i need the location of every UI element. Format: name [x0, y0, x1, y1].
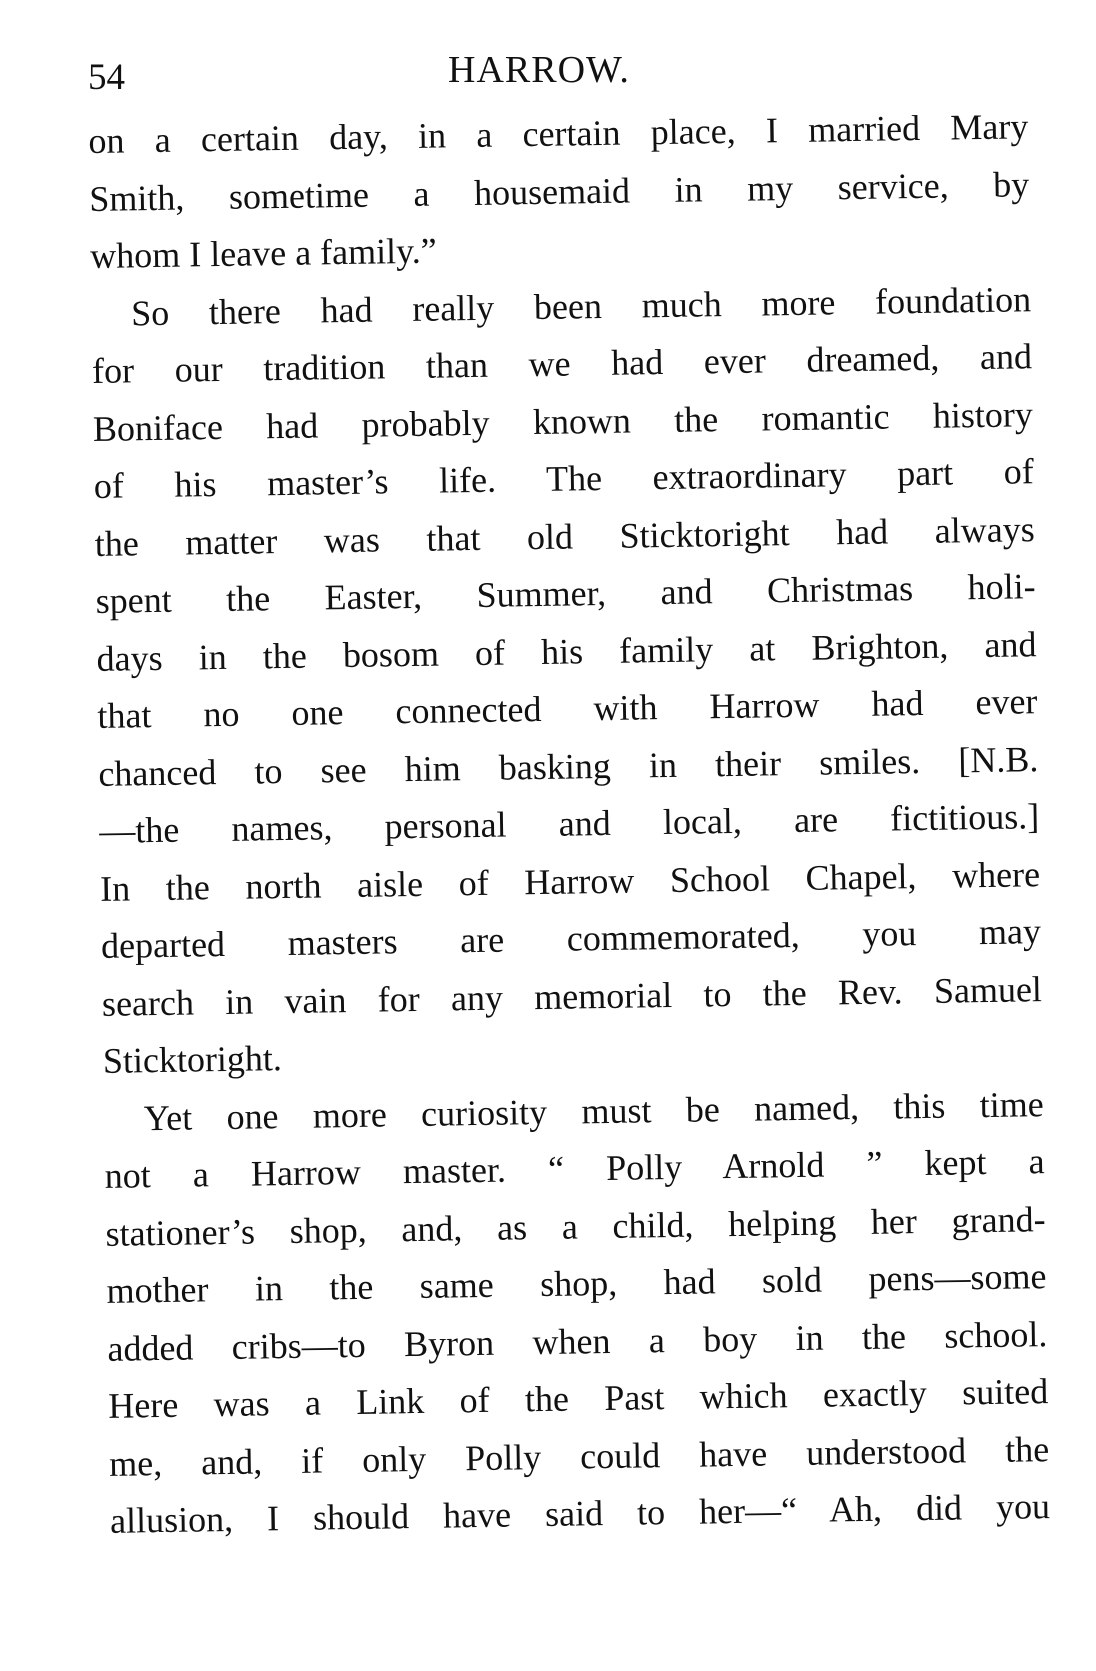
text-line: Boniface had probably known the romantic history	[92, 393, 1034, 449]
text-line: chanced to see him basking in their smiles. [N.B.	[98, 738, 1039, 794]
text-line: Here was a Link of the Past which exactly suited	[107, 1371, 1049, 1426]
text-line: mother in the same shop, had sold pens—some	[106, 1256, 1047, 1311]
text-line: search in vain for any memorial to the Rev. Samuel	[101, 968, 1043, 1024]
text-line: on a certain day, in a certain place, I married Mary	[88, 106, 1029, 161]
text-line: In the north aisle of Harrow School Chapel, where	[99, 853, 1041, 909]
paragraph-polly-arnold	[103, 1076, 1050, 1551]
text-line: of his master’s life. The extraordinary part of	[93, 451, 1035, 506]
body-text	[88, 98, 1050, 1550]
text-line: not a Harrow master. “ Polly Arnold ” kept a	[104, 1141, 1045, 1196]
text-line: me, and, if only Polly could have understood the	[108, 1428, 1050, 1484]
text-line: departed masters are commemorated, you may	[100, 911, 1042, 966]
text-line: —the names, personal and local, are fictitious.]	[98, 796, 1040, 851]
text-line: added cribs—to Byron when a boy in the school.	[107, 1313, 1048, 1369]
text-line: Yet one more curiosity must be named, this time	[143, 1083, 1044, 1138]
running-title: HARROW.	[448, 49, 630, 91]
text-line: for our tradition than we had ever dreamed, and	[91, 336, 1033, 391]
page-number: 54	[88, 57, 125, 98]
paragraph-continuation	[88, 98, 1031, 285]
text-line: allusion, I should have said to her—“ Ah, did you	[109, 1486, 1051, 1541]
text-line: days in the bosom of his family at Brighton, and	[96, 623, 1037, 679]
text-line: spent the Easter, Summer, and Christmas holi-	[95, 566, 1036, 621]
text-line: Sticktoright.	[102, 1038, 283, 1081]
text-line: So there had really been much more foundation	[130, 278, 1032, 333]
text-line: Smith, sometime a housemaid in my service, by	[89, 163, 1030, 219]
text-line: the matter was that old Sticktoright had always	[94, 508, 1035, 564]
text-line: that no one connected with Harrow had ever	[97, 681, 1038, 736]
text-line: stationer’s shop, and, as a child, helping her grand-	[105, 1198, 1046, 1254]
text-line: whom I leave a family.”	[89, 230, 438, 276]
paragraph-sticktoright	[91, 271, 1044, 1091]
page-header	[88, 50, 1028, 100]
